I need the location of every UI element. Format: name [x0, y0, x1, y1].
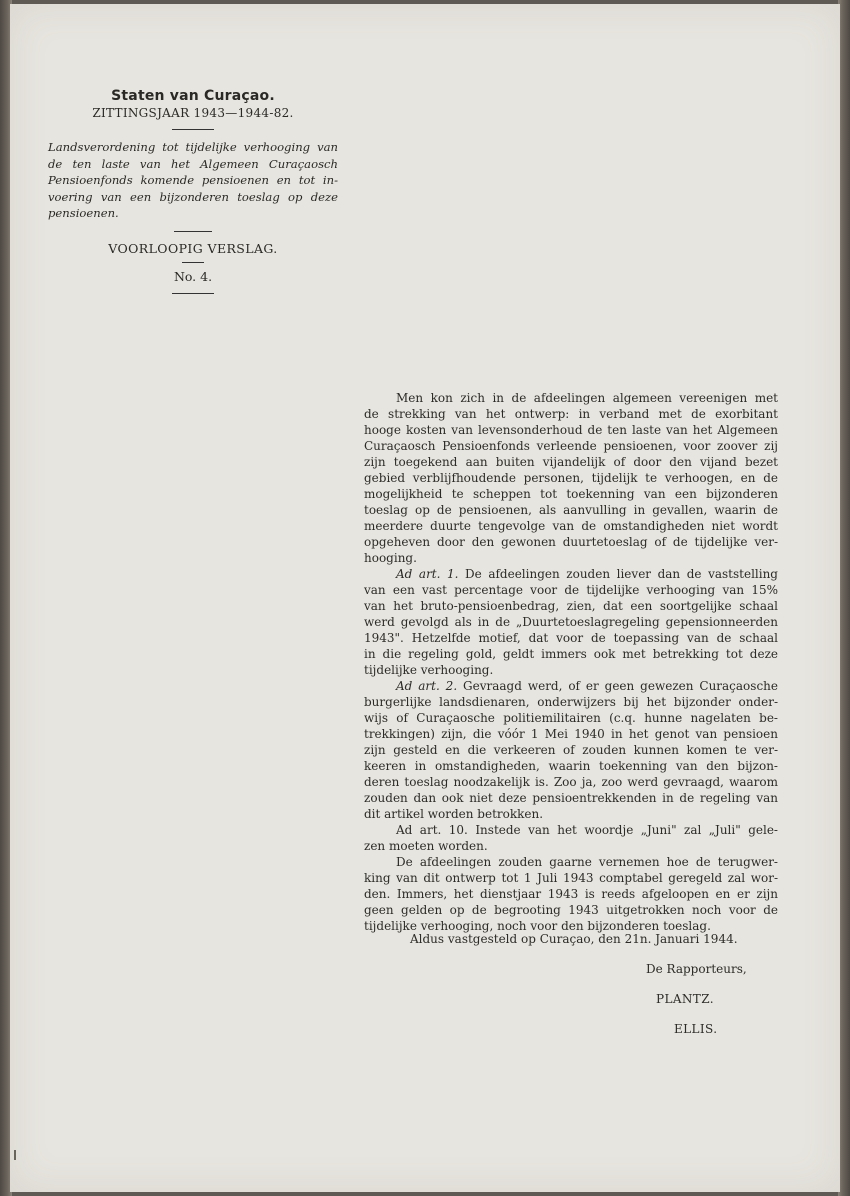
text-run: De afdeelingen zouden liever dan de vaststelling: [465, 567, 778, 581]
text-line: geen gelden op de begrooting 1943 uitgetrokken noch voor de: [364, 903, 778, 917]
text-line: Ad art. 10. Instede van het woordje „Juni" zal „Juli" gele-: [396, 823, 778, 837]
text-line: werd gevolgd als in de „Duurtetoeslagregeling gepensionneerden: [364, 615, 778, 629]
text-line: trekkingen) zijn, die vóór 1 Mei 1940 in het genot van pensioen: [364, 727, 778, 741]
paragraph-retroactivity: [364, 854, 778, 934]
text-run: Gevraagd werd, of er geen gewezen Curaçaosche: [463, 679, 778, 693]
scan-mark: [14, 1150, 16, 1160]
report-title: VOORLOOPIG VERSLAG.: [108, 240, 278, 256]
ordinance-line: Pensioenfonds komende pensioenen en tot in-: [48, 173, 338, 187]
header-divider: [182, 262, 204, 263]
ordinance-line: Landsverordening tot tijdelijke verhooging van: [48, 140, 338, 154]
text-line: toeslag op de pensioenen, als aanvulling in gevallen, waarin de: [364, 503, 778, 517]
signatory-ellis: ELLIS.: [674, 1022, 718, 1036]
session-year: ZITTINGSJAAR 1943—1944-82.: [92, 106, 294, 120]
header-divider: [172, 129, 214, 130]
text-line: hooge kosten van levensonderhoud de ten laste van het Algemeen: [364, 423, 778, 437]
text-line: meerdere duurte tengevolge van de omstandigheden niet wordt: [364, 519, 778, 533]
ordinance-line: pensioenen.: [48, 206, 119, 220]
organization-name: Staten van Curaçao.: [111, 88, 275, 104]
text-line: keeren in omstandigheden, waarin toekenning van den bijzon-: [364, 759, 778, 773]
report-number: No. 4.: [173, 268, 213, 284]
ordinance-line: voering van een bijzonderen toeslag op deze: [48, 189, 338, 204]
paragraph-art-10: [364, 822, 778, 854]
ordinance-title: [48, 139, 338, 222]
text-line: 1943". Hetzelfde motief, dat voor de toepassing van de schaal: [364, 631, 778, 645]
text-line: zouden dan ook niet deze pensioentrekkenden in de regeling van: [364, 791, 778, 805]
paragraph-art-2: [364, 678, 778, 822]
text-line: mogelijkheid te scheppen tot toekenning van een bijzonderen: [364, 487, 778, 501]
rapporteurs-label: De Rapporteurs,: [646, 962, 747, 976]
text-line: king van dit ontwerp tot 1 Juli 1943 comptabel geregeld zal wor-: [364, 871, 778, 885]
text-line: zijn gesteld en die verkeeren of zouden kunnen komen te ver-: [364, 743, 778, 757]
text-line: Curaçaosch Pensioenfonds verleende pensioenen, voor zoover zij: [364, 439, 778, 453]
text-line: gebied verblijfhoudende personen, tijdelijk te verhoogen, en de: [364, 471, 778, 485]
text-line: [364, 566, 778, 582]
text-line: burgerlijke landsdienaren, onderwijzers bij het bijzonder onder-: [364, 695, 778, 709]
text-line: tijdelijke verhooging, noch voor den bijzonderen toeslag.: [364, 919, 711, 933]
header-divider: [172, 293, 214, 294]
text-line: van het bruto-pensioenbedrag, zien, dat een soortgelijke schaal: [364, 599, 778, 613]
text-line: tijdelijke verhooging.: [364, 663, 494, 677]
text-line: de strekking van het ontwerp: in verband met de exorbitant: [364, 407, 778, 421]
text-line: hooging.: [364, 551, 417, 565]
document-header: [48, 88, 338, 303]
text-line: De afdeelingen zouden gaarne vernemen hoe de terugwer-: [396, 855, 778, 869]
text-line: wijs of Curaçaosche politiemilitairen (c.q. hunne nagelaten be-: [364, 711, 778, 725]
ordinance-line: de ten laste van het Algemeen Curaçaosch: [48, 156, 338, 171]
text-line: [364, 678, 778, 694]
text-line: opgeheven door den gewonen duurtetoeslag of de tijdelijke ver-: [364, 535, 778, 549]
header-divider: [174, 231, 212, 232]
text-line: van een vast percentage voor de tijdelijke verhooging van 15%: [364, 583, 778, 597]
article-label: Ad art. 1.: [396, 567, 459, 581]
text-line: zijn toegekend aan buiten vijandelijk of door den vijand bezet: [364, 455, 778, 469]
text-line: Men kon zich in de afdeelingen algemeen vereenigen met: [396, 391, 778, 405]
date-line: Aldus vastgesteld op Curaçao, den 21n. Januari 1944.: [410, 932, 738, 946]
text-line: den. Immers, het dienstjaar 1943 is reeds afgeloopen en er zijn: [364, 887, 778, 901]
article-label: Ad art. 2.: [396, 679, 458, 693]
paragraph-general: [364, 390, 778, 566]
signatory-plantz: PLANTZ.: [656, 992, 714, 1006]
text-line: dit artikel worden betrokken.: [364, 807, 544, 821]
text-line: in die regeling gold, geldt immers ook met betrekking tot deze: [364, 647, 778, 661]
text-line: deren toeslag noodzakelijk is. Zoo ja, zoo werd gevraagd, waarom: [364, 775, 778, 789]
text-line: zen moeten worden.: [364, 839, 488, 853]
report-body: [364, 390, 778, 934]
paragraph-art-1: [364, 566, 778, 678]
